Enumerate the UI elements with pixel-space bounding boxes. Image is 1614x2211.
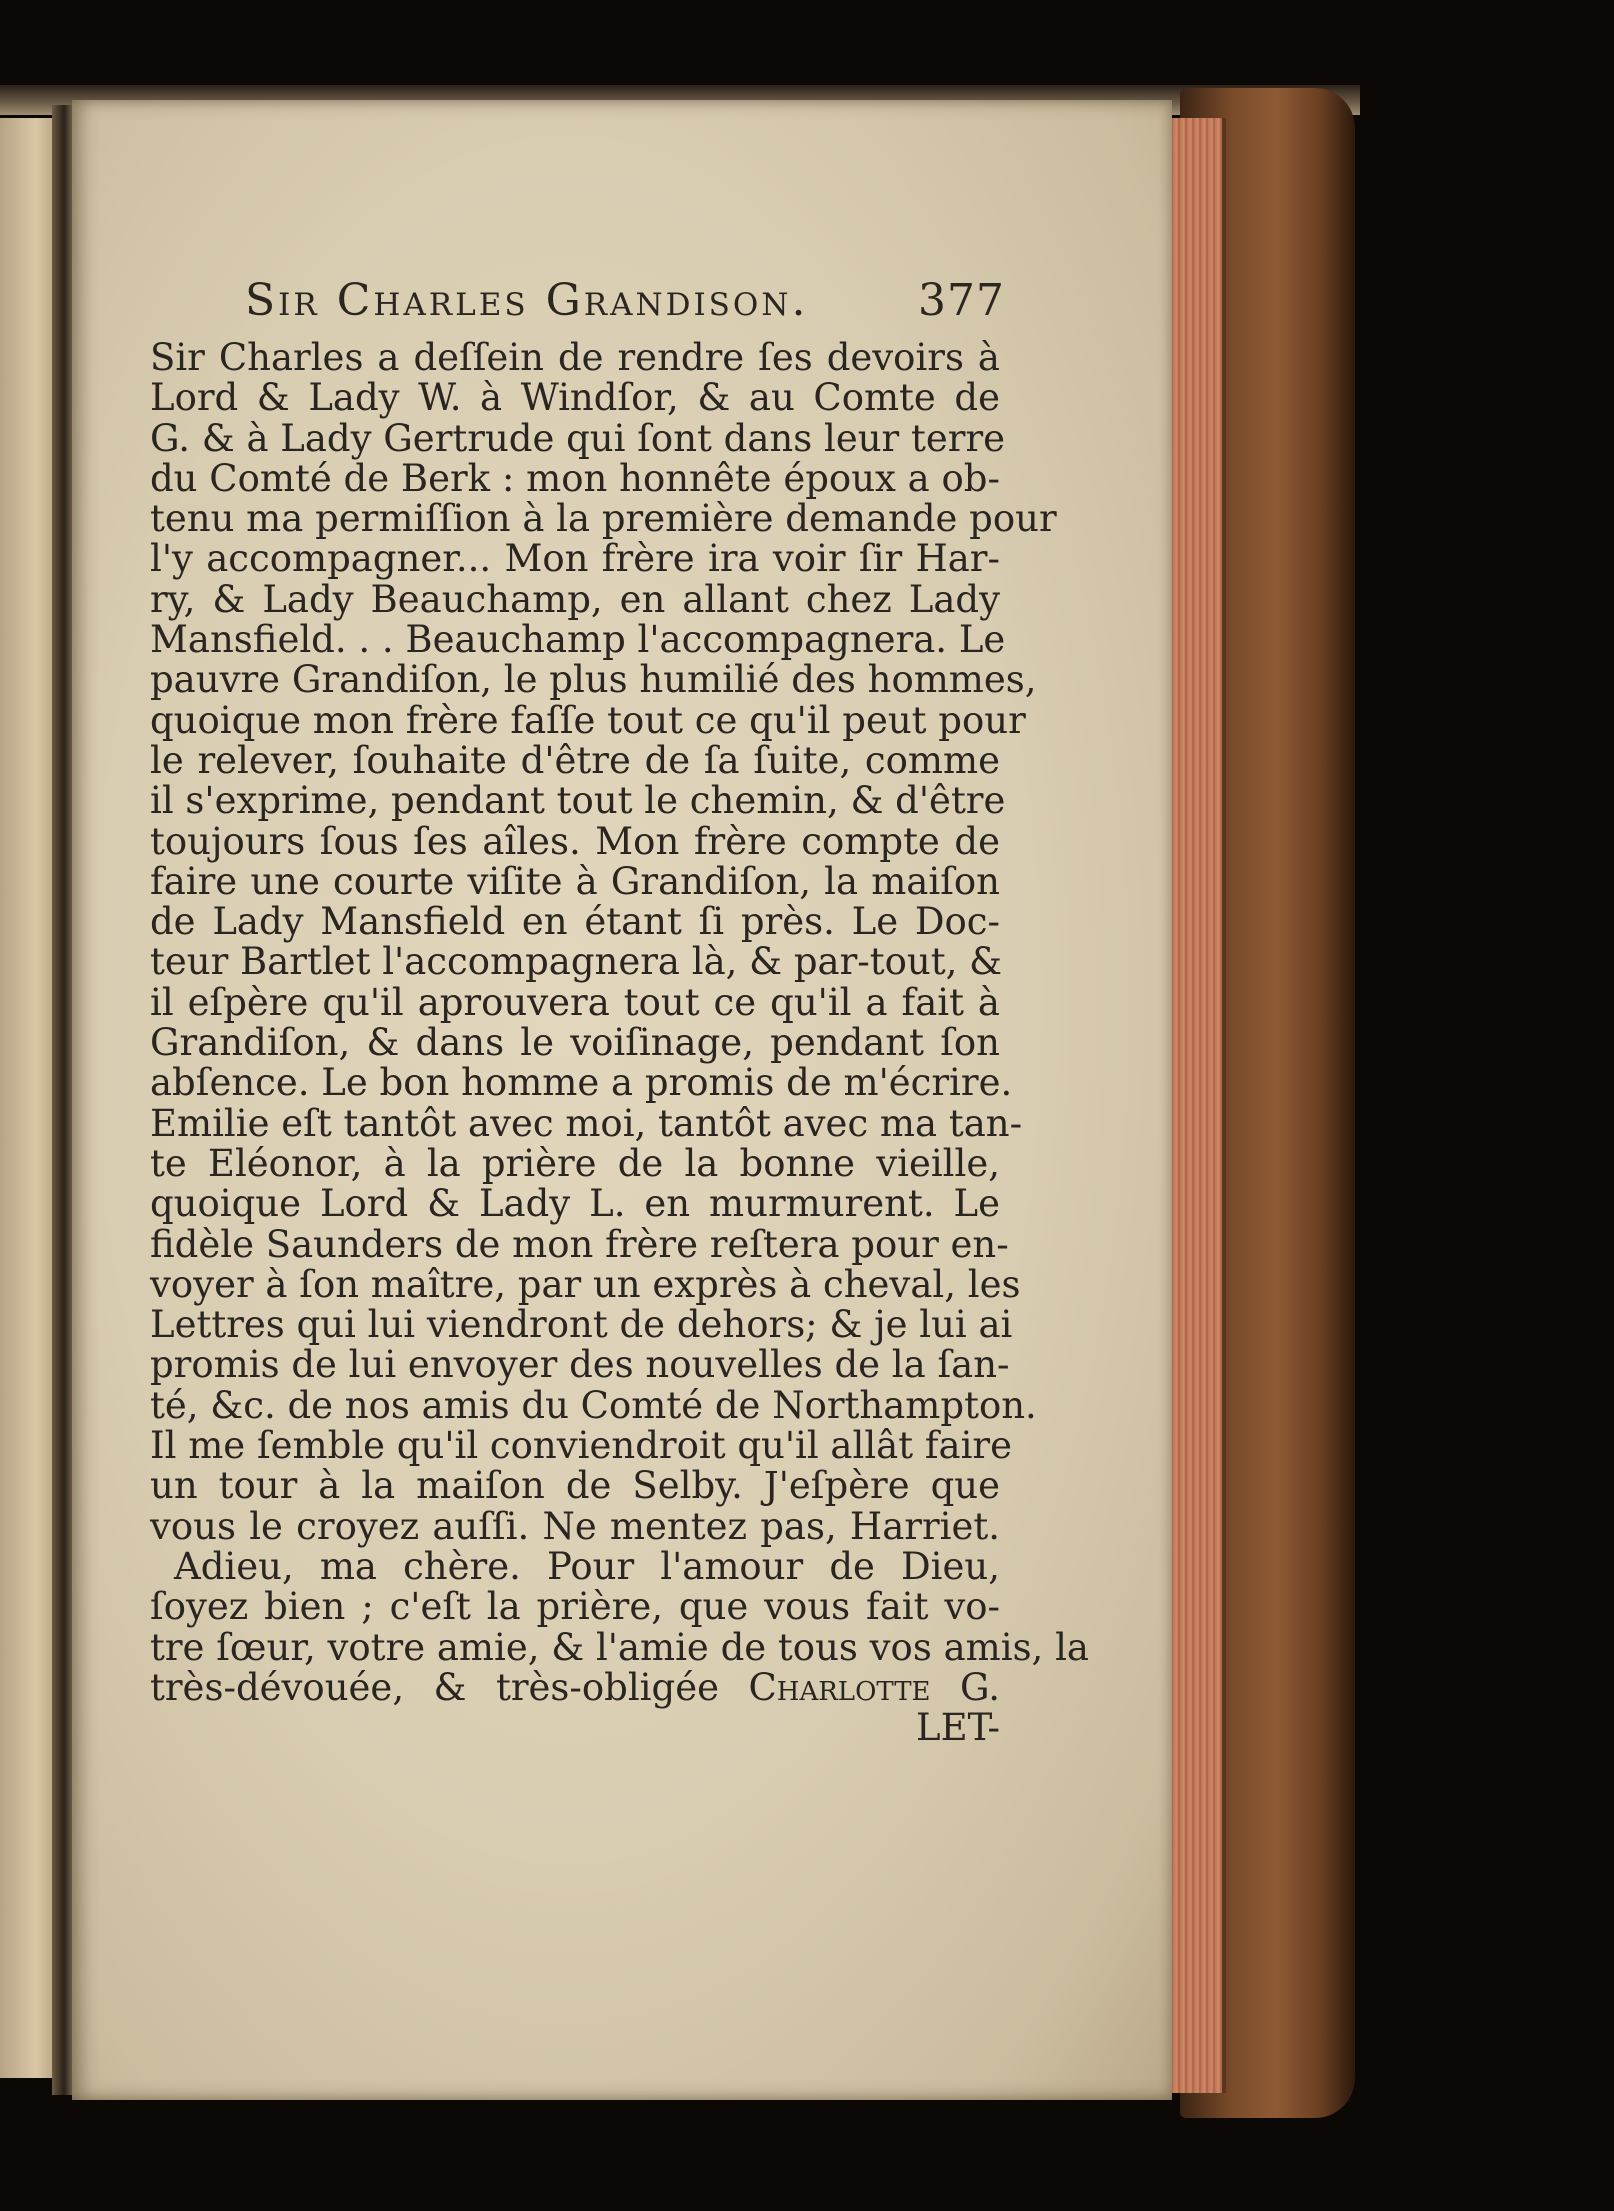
closing-line: ſoyez bien ; c'eſt la prière, que vous fait vo- <box>150 1585 1000 1629</box>
text-line: Lord & Lady W. à Windſor, & au Comte de <box>150 376 1000 420</box>
text-line: Sir Charles a deſſein de rendre ſes devoirs à <box>150 336 1000 379</box>
text-line: un tour à la maiſon de Selby. J'eſpère que <box>150 1464 1000 1508</box>
text-line: il s'exprime, pendant tout le chemin, & d'être <box>150 779 1006 823</box>
text-line: du Comté de Berk : mon honnête époux a ob- <box>150 456 1000 500</box>
text-line: quoique mon frère faſſe tout ce qu'il peut pour <box>150 698 1026 742</box>
text-line: le relever, ſouhaite d'être de ſa ſuite, comme <box>150 738 1000 782</box>
text-line: Lettres qui lui viendront de dehors; & je lui ai <box>150 1303 1013 1347</box>
text-line: ry, & Lady Beauchamp, en allant chez Lady <box>150 577 1000 621</box>
catchword-line <box>150 1708 1000 1748</box>
text-line: fidèle Saunders de mon frère reſtera pour en- <box>150 1222 1009 1266</box>
text-block <box>150 336 1089 1750</box>
text-line: Il me ſemble qu'il conviendroit qu'il allât faire <box>150 1424 1013 1468</box>
text-line: té, &c. de nos amis du Comté de Northampton. <box>150 1383 1037 1427</box>
text-line: promis de lui envoyer des nouvelles de la ſan- <box>150 1343 1010 1387</box>
facing-page-edge <box>0 118 60 2078</box>
book-gutter <box>52 105 74 2095</box>
closing-line: Adieu, ma chère. Pour l'amour de Dieu, <box>174 1544 1000 1588</box>
text-line: il eſpère qu'il aprouvera tout ce qu'il a fait à <box>150 980 1000 1024</box>
text-line: Mansfield. . . Beauchamp l'accompagnera. Le <box>150 618 1006 662</box>
running-head <box>245 275 1005 335</box>
text-line: de Lady Mansfield en étant ſi près. Le Doc- <box>150 900 1000 944</box>
text-line: Emilie eſt tantôt avec moi, tantôt avec ma tan- <box>150 1101 1023 1145</box>
page-number: 377 <box>918 275 1005 326</box>
text-line: pauvre Grandiſon, le plus humilié des hommes, <box>150 658 1037 702</box>
running-title: Sir Charles Grandison. <box>245 275 809 326</box>
text-line: abſence. Le bon homme a promis de m'écrire. <box>150 1061 1013 1105</box>
text-line: faire une courte viſite à Grandiſon, la maiſon <box>150 859 1000 903</box>
page-edge-rule <box>1222 118 1226 2093</box>
signature-line <box>150 1665 1000 1709</box>
text-line: toujours ſous ſes aîles. Mon frère compte de <box>150 819 1000 863</box>
text-line: voyer à ſon maître, par un exprès à cheval, les <box>150 1262 1021 1306</box>
text-line: G. & à Lady Gertrude qui ſont dans leur terre <box>150 416 1006 460</box>
text-line: Grandiſon, & dans le voiſinage, pendant ſon <box>150 1021 1000 1065</box>
catchword: LET- <box>916 1706 1000 1750</box>
text-line: teur Bartlet l'accompagnera là, & par-tout, & <box>150 940 1003 984</box>
text-line: te Eléonor, à la prière de la bonne vieille, <box>150 1141 1000 1185</box>
text-line: vous le croyez auſſi. Ne mentez pas, Harriet. <box>150 1504 1000 1548</box>
text-line: tenu ma permiſſion à la première demande pour <box>150 497 1057 541</box>
signature: Charlotte G. <box>748 1665 1000 1709</box>
signature-text: très-dévouée, & très-obligée <box>150 1665 719 1709</box>
text-line: l'y accompagner... Mon frère ira voir ſir Har- <box>150 537 1000 581</box>
text-line: quoique Lord & Lady L. en murmurent. Le <box>150 1182 1000 1226</box>
closing-line: tre ſœur, votre amie, & l'amie de tous vos amis, la <box>150 1625 1089 1669</box>
